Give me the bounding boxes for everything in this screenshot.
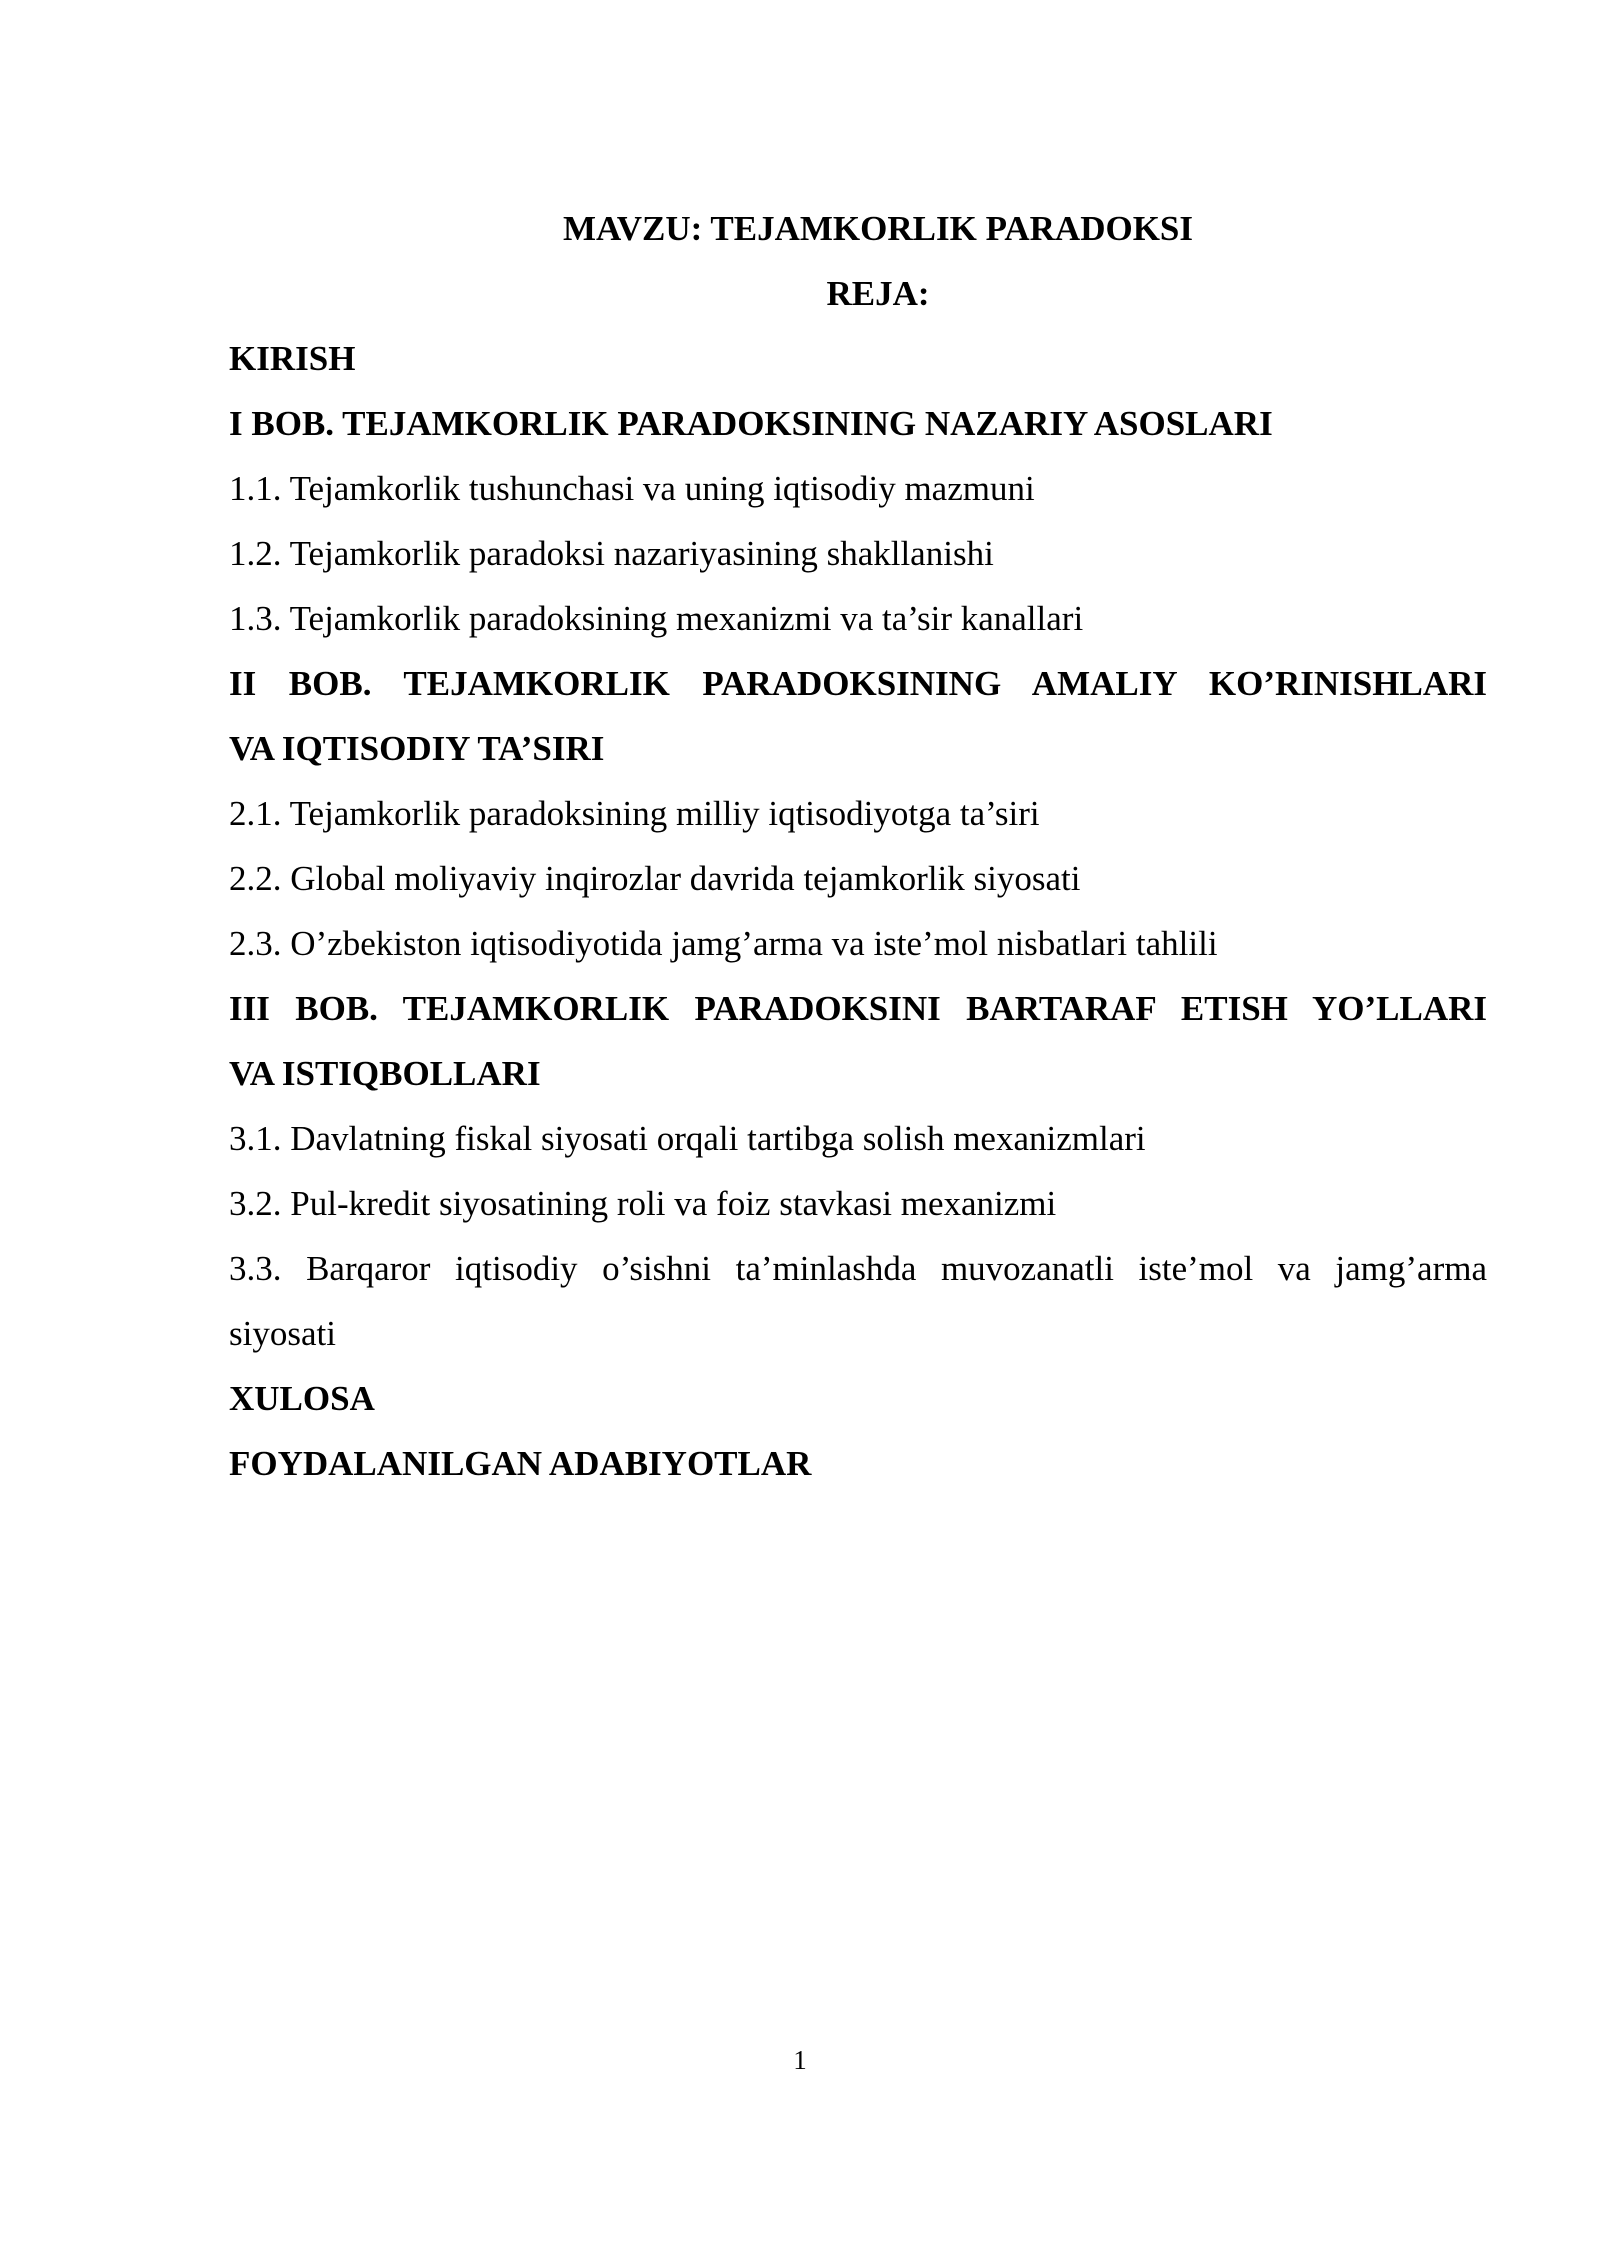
toc-section-1-3: 1.3. Tejamkorlik paradoksining mexanizmi va ta’sir kanallari	[229, 599, 1084, 638]
plan-heading: REJA:	[826, 274, 930, 313]
toc-section-3-1: 3.1. Davlatning fiskal siyosati orqali tartibga solish mexanizmlari	[229, 1119, 1146, 1158]
toc-section-2-1: 2.1. Tejamkorlik paradoksining milliy iqtisodiyotga ta’siri	[229, 794, 1040, 833]
toc-section-3-3-line1: 3.3. Barqaror iqtisodiy o’sishni ta’minlashda muvozanatli iste’mol va jamg’arma	[229, 1249, 1487, 1288]
toc-chapter2-heading-line2: VA IQTISODIY TA’SIRI	[229, 729, 605, 768]
toc-section-2-3: 2.3. O’zbekiston iqtisodiyotida jamg’arma va iste’mol nisbatlari tahlili	[229, 924, 1218, 963]
toc-section-1-1: 1.1. Tejamkorlik tushunchasi va uning iqtisodiy mazmuni	[229, 469, 1035, 508]
toc-chapter3-heading-line2: VA ISTIQBOLLARI	[229, 1054, 541, 1093]
document-title: MAVZU: TEJAMKORLIK PARADOKSI	[562, 209, 1194, 248]
page-number: 1	[793, 2045, 807, 2075]
toc-chapter2-heading-line1: II BOB. TEJAMKORLIK PARADOKSINING AMALIY KO’RINISHLARI	[229, 664, 1487, 703]
toc-references: FOYDALANILGAN ADABIYOTLAR	[229, 1444, 812, 1483]
toc-chapter3-heading-line1: III BOB. TEJAMKORLIK PARADOKSINI BARTARAF ETISH YO’LLARI	[229, 989, 1487, 1028]
toc-section-1-2: 1.2. Tejamkorlik paradoksi nazariyasining shakllanishi	[229, 534, 994, 573]
table-of-contents	[229, 196, 1487, 1496]
toc-intro: KIRISH	[229, 339, 356, 378]
toc-section-2-2: 2.2. Global moliyaviy inqirozlar davrida tejamkorlik siyosati	[229, 859, 1081, 898]
toc-section-3-3-line2: siyosati	[229, 1314, 336, 1353]
toc-conclusion: XULOSA	[229, 1379, 375, 1418]
toc-section-3-2: 3.2. Pul-kredit siyosatining roli va foiz stavkasi mexanizmi	[229, 1184, 1057, 1223]
toc-chapter1-heading: I BOB. TEJAMKORLIK PARADOKSINING NAZARIY ASOSLARI	[229, 404, 1273, 443]
